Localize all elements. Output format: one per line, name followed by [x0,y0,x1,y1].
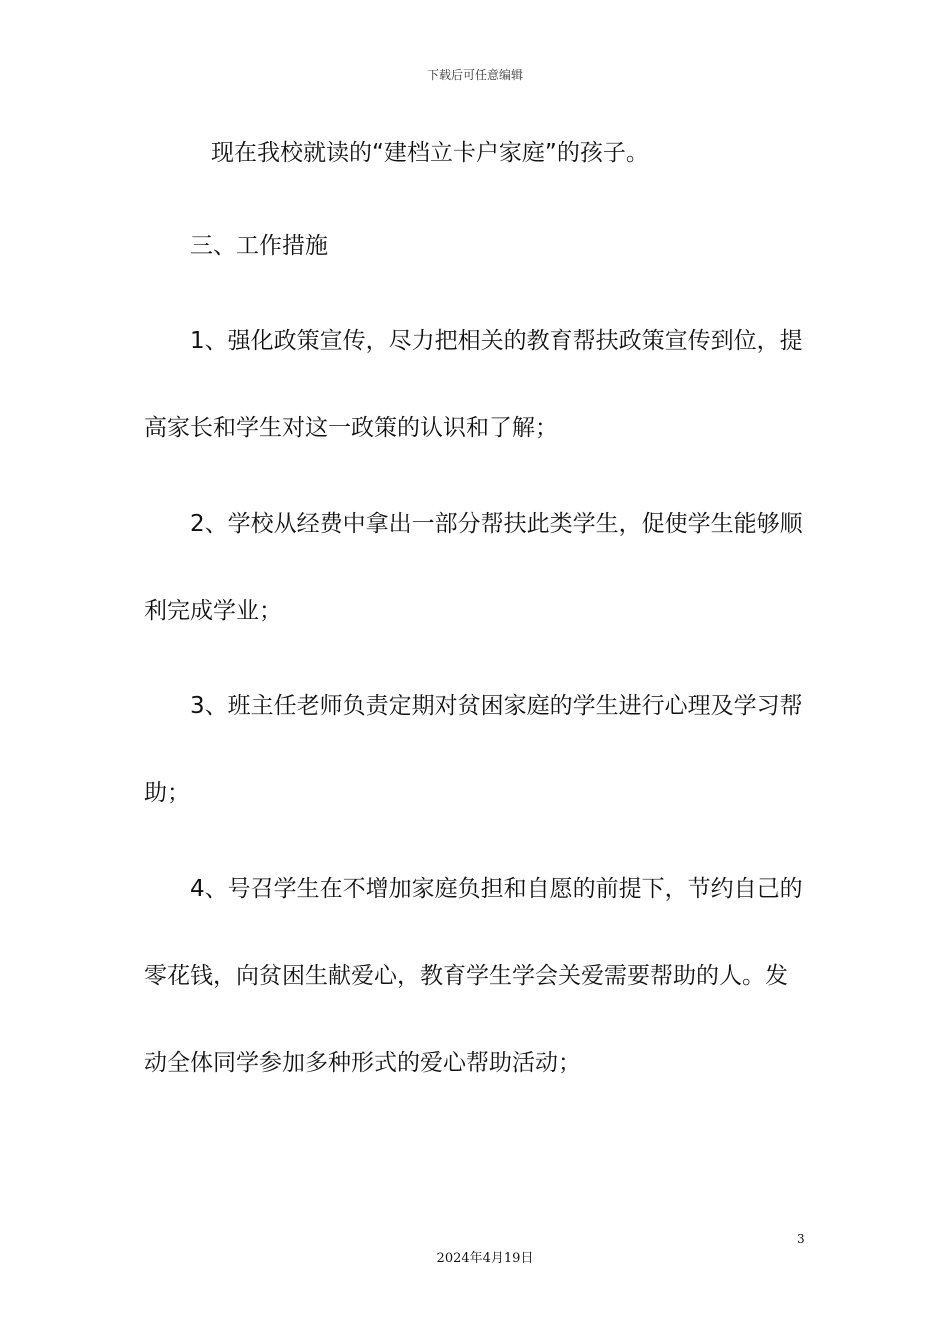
body-line-1: 现在我校就读的“建档立卡户家庭”的孩子。 [211,140,649,166]
section-heading: 三、工作措施 [190,233,328,259]
measure-3-line-1: 3、班主任老师负责定期对贫困家庭的学生进行心理及学习帮 [190,693,803,719]
measure-1-line-2: 高家长和学生对这一政策的认识和了解； [144,415,558,441]
measure-4-line-1: 4、号召学生在不增加家庭负担和自愿的前提下，节约自己的 [190,876,803,902]
measure-4-line-2: 零花钱，向贫困生献爱心，教育学生学会关爱需要帮助的人。发 [144,963,788,989]
page-number: 3 [797,1232,805,1246]
measure-2-line-1: 2、学校从经费中拿出一部分帮扶此类学生，促使学生能够顺 [190,511,803,537]
measure-1-line-1: 1、强化政策宣传，尽力把相关的教育帮扶政策宣传到位，提 [190,328,803,354]
measure-3-line-2: 助； [144,780,190,806]
measure-2-line-2: 利完成学业； [144,598,282,624]
page-header: 下载后可任意编辑 [426,68,523,82]
page-footer-date: 2024年4月19日 [436,1251,534,1266]
measure-4-line-3: 动全体同学参加多种形式的爱心帮助活动； [144,1050,581,1076]
